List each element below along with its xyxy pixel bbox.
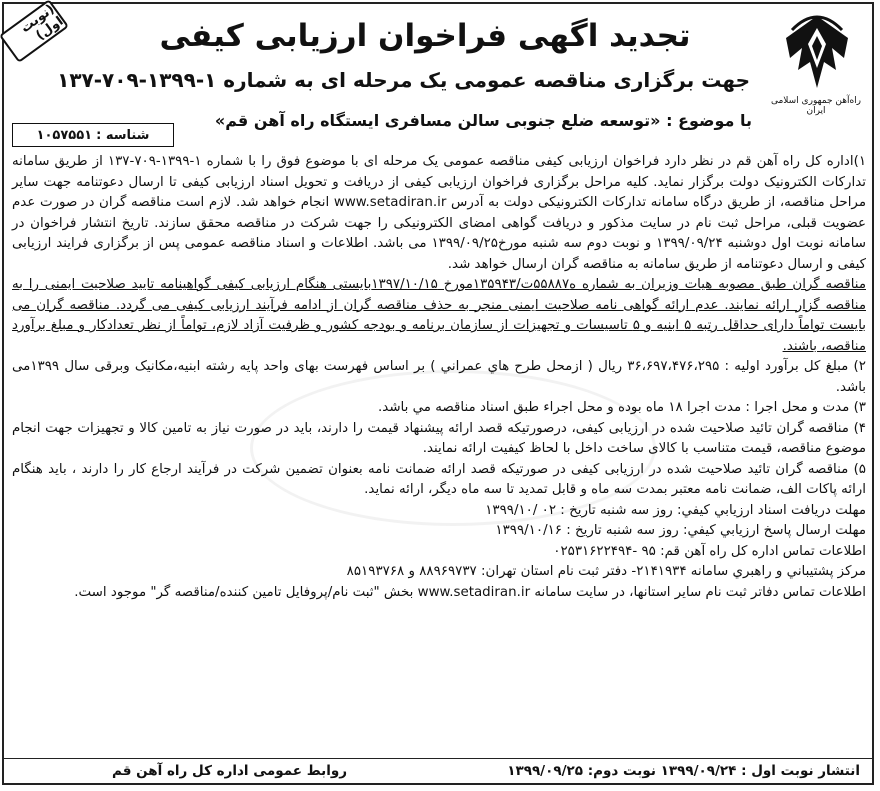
- paragraph-safety: مناقصه گران طبق مصوبه هیات وزیران به شماره ه۵۵۸۸۷ت/۱۳۵۹۴۳مورخ ۱۳۹۷/۱۰/۱۵بایستی هنگام ارزیابی کیفی گواهینامه تایید صلاحیت ایمنی را به مناقصه گزار ارائه نمایند. عدم ارائه گواهی نامه صلاحیت ایمنی منجر به حذف مناقصه گران از ادامه فرآیند ارزیابی کیفی می گردد. مناقصه گران می بایست تواماً دارای حداقل رتبه ۵ ابنیه و ۵ تاسیسات و تجهیزات از سازمان برنامه و بودجه کشور و ظرفیت آزاد لازم، تواماً از نظر تعدادکار و مبلغ برآورد مناقصه، باشند.: [12, 277, 866, 354]
- paragraph-3: ۳) مدت و محل اجرا : مدت اجرا ۱۸ ماه بوده و محل اجراء طبق اسناد مناقصه مي باشد.: [378, 400, 866, 415]
- subject-line: با موضوع : «توسعه ضلع جنوبی سالن مسافری ایستگاه راه آهن قم»: [214, 111, 752, 130]
- railway-wings-icon: [782, 8, 852, 98]
- footer-bar: [2, 758, 874, 785]
- contact-qom: اطلاعات تماس اداره کل راه آهن قم: ۹۵ -۰۲۵۳۱۶۲۲۴۹۴: [553, 543, 866, 559]
- paragraph-1: ۱)اداره کل راه آهن قم در نظر دارد فراخوان ارزیابی کیفی مناقصه عمومی یک مرحله ای با موضوع فوق را با شماره ۱-۱۳۹۹-۷۰۹-۱۳۷ از طریق سامانه تدارکات الکترونیک دولت برگزار نماید. کلیه مراحل برگزاری فراخوان ارزیابی کیفی از دریافت و تحویل اسناد ارزیابی کیفی تا ارسال دعوتنامه جهت سایر مراحل مناقصه، از طریق درگاه سامانه تدارکات الکترونیکی دولت به آدرس www.setadiran.ir انجام خواهد شد. لازم است مناقصه گران در صورت عدم عضویت قبلی، مراحل ثبت نام در سایت مذکور و دریافت گواهی امضای الکترونیکی را جهت شرکت در مناقصه محقق سازند. تاریخ انتشار فراخوان در سامانه نوبت اول دوشنبه ۱۳۹۹/۰۹/۲۴ و نوبت دوم سه شنبه مورخ۱۳۹۹/۰۹/۲۵ می باشد. اطلاعات و اسناد مناقصه عمومی پس از برگزاری فرایند ارزیابی کیفی و ارسال دعوتنامه از طریق سامانه به مناقصه گران ارسال خواهد شد.: [12, 154, 867, 272]
- id-label: شناسه :: [96, 127, 150, 143]
- notice-body: [12, 152, 866, 603]
- id-value: ۱۰۵۷۵۵۱: [36, 127, 93, 143]
- tender-number-line: جهت برگزاری مناقصه عمومی یک مرحله ای به شماره ۱-۱۳۹۹-۷۰۹-۱۳۷: [57, 68, 750, 92]
- logo-caption: راه‌آهن جمهوری اسلامی ایران: [770, 96, 862, 116]
- other-provinces: اطلاعات تماس دفاتر ثبت نام سایر استانها، در سایت سامانه www.setadiran.ir بخش "ثبت نام/پروفایل تامین کننده/مناقصه گر" موجود است.: [74, 584, 866, 600]
- deadline-submit: مهلت ارسال پاسخ ارزيابي كيفي: روز سه شنبه تاریخ : ۱۳۹۹/۱۰/۱۶: [495, 523, 866, 538]
- deadline-receive: مهلت دریافت اسناد ارزيابي كيفي: روز سه شنبه تاریخ : ۰۲ /۱۳۹۹/۱۰: [485, 502, 866, 518]
- paragraph-4: ۴) مناقصه گران تائید صلاحیت شده در ارزیابی کیفی، درصورتیکه قصد ارائه پیشنهاد قیمت را دارند، باید در صورت نیاز به تامین کالا و تجهیزات جهت انجام موضوع مناقصه، قیمت متناسب با کالای ساخت داخل با لحاظ کیفیت ارائه نمایند.: [12, 420, 866, 456]
- publication-dates: انتشار نوبت اول : ۱۳۹۹/۰۹/۲۴ نوبت دوم: ۱۳۹۹/۰۹/۲۵: [507, 763, 860, 779]
- first-publication-badge: (نوبت اول): [0, 0, 69, 63]
- id-box: [12, 123, 174, 147]
- support-center: مرکز پشتيباني و راهبري سامانه ۲۱۴۱۹۳۴- دفتر ثبت نام استان تهران: ۸۸۹۶۹۷۳۷ و ۸۵۱۹۳۷۶۸: [346, 564, 866, 579]
- public-relations: روابط عمومی اداره کل راه آهن قم: [112, 763, 348, 779]
- notice-title: تجدید اگهی فراخوان ارزیابی کیفی: [159, 18, 691, 54]
- paragraph-2: ۲) مبلغ کل برآورد اولیه : ۳۶،۶۹۷،۴۷۶،۲۹۵ ریال ( ازمحل طرح هاي عمراني ) بر اساس فهرست بهای واحد پایه رشته ابنیه،مکانیک وبرقی سال ۱۳۹۹می باشد.: [12, 359, 866, 395]
- paragraph-5: ۵) مناقصه گران تائید صلاحیت شده در ارزیابی کیفی در صورتیکه قصد ارائه ضمانت نامه بعنوان تضمین شرکت در فرآیند ارجاع کار را دارند ، باید هنگام ارائه پاکات الف، ضمانت نامه معتبر بمدت سه ماه و قابل تمدید تا سه ماه دیگر، ارائه نماید.: [12, 461, 866, 497]
